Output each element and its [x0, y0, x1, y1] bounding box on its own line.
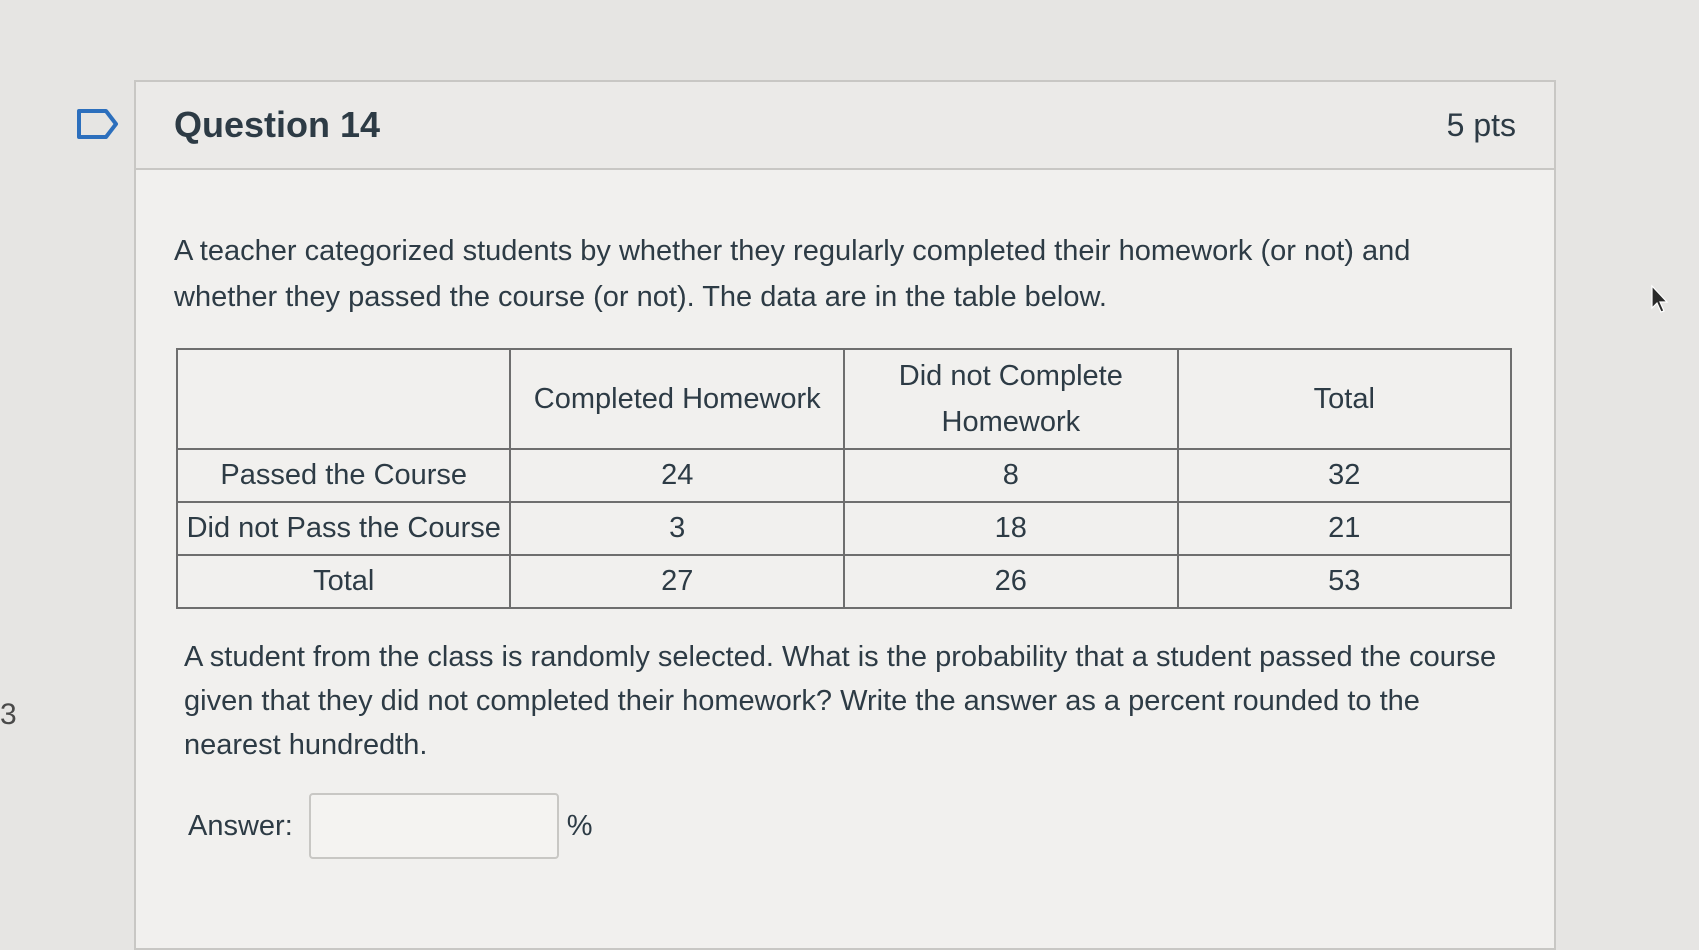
table-cell: 21 — [1178, 502, 1511, 555]
table-header-cell: Did not Complete Homework — [844, 349, 1178, 449]
table-cell: 27 — [510, 555, 844, 608]
table-header-cell: Total — [1178, 349, 1511, 449]
question-text: A student from the class is randomly selected. What is the probability that a student passed the course given that they did not completed their homework? Write the answer as a percent rounded to the nearest hundredth. — [184, 641, 1497, 761]
question-body — [136, 228, 1554, 859]
row-label: Passed the Course — [177, 449, 510, 502]
question-header — [136, 82, 1554, 170]
table-cell: 18 — [844, 502, 1178, 555]
table-header-cell: Completed Homework — [510, 349, 844, 449]
answer-row — [188, 793, 1516, 859]
question-title: Question 14 — [174, 104, 381, 145]
table-header-row — [177, 349, 1511, 449]
mouse-pointer-icon — [1650, 284, 1670, 314]
question-points: 5 pts — [1446, 106, 1516, 143]
table-cell: 24 — [510, 449, 844, 502]
table-header-cell — [177, 349, 510, 449]
percent-unit: % — [566, 809, 593, 842]
edge-glyph: 3 — [0, 698, 17, 731]
table-row — [177, 555, 1511, 608]
flag-bookmark-icon[interactable] — [76, 108, 120, 140]
row-label: Did not Pass the Course — [177, 502, 510, 555]
answer-label: Answer: — [188, 809, 293, 842]
table-cell: 8 — [844, 449, 1178, 502]
table-row — [177, 502, 1511, 555]
contingency-table — [176, 348, 1512, 609]
row-label: Total — [177, 555, 510, 608]
table-cell: 3 — [510, 502, 844, 555]
question-prompt: A teacher categorized students by whether they regularly completed their homework (or not) and whether they passed the course (or not). The data are in the table below. — [174, 235, 1411, 313]
question-card — [134, 80, 1556, 950]
answer-input[interactable] — [309, 793, 559, 859]
table-cell: 32 — [1178, 449, 1511, 502]
table-row — [177, 449, 1511, 502]
table-cell: 53 — [1178, 555, 1511, 608]
table-cell: 26 — [844, 555, 1178, 608]
